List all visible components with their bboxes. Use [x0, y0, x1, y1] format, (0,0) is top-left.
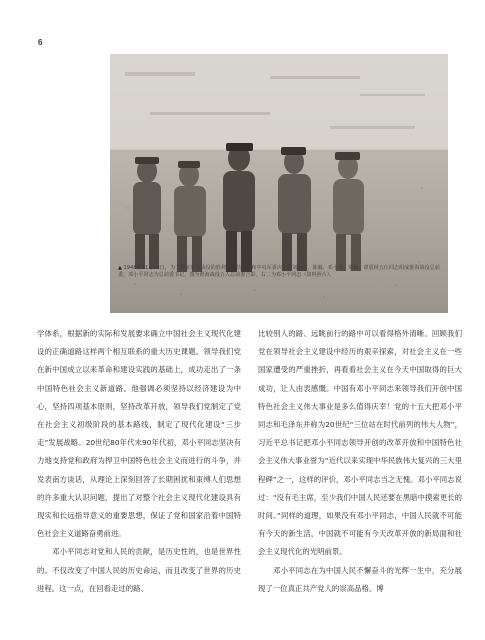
- right-column: [258, 325, 462, 598]
- page-number: 6: [38, 38, 43, 47]
- caption-marker: ▲: [118, 265, 122, 271]
- right-paragraph-2: 邓小平同志在为中国人民不懈奋斗的光辉一生中，充分展现了一位真正共产党人的崇高品格。博: [258, 565, 462, 593]
- caption-text: 1948年11月16日，为了保证淮海战役的胜利，中共中央和中央军委决定由刘伯承、陈毅、邓小平、粟裕、谭震林五位同志组成淮海战役总前委，邓小平同志为总前委书记。图为淮海战役五人总前委合影，右二为邓小平同志（资料照片）。: [118, 265, 440, 279]
- photo-caption: [118, 265, 444, 279]
- left-paragraph-1: 学体系，根据新的实际和发展要求确立中国社会主义现代化建设的正确道路这样两个相互联系的重大历史课题。领导我们党在新中国成立以来革命和建设实践的基础上，成功走出了一条中国特色社会主义新道路。他强调必须坚持以经济建设为中心，坚持四项基本原则，坚持改革开放，领导我们党制定了党在社会主义初级阶段的基本路线，制定了现代化建设“三步走”发展战略。20世纪80年代末90年代初，邓小平同志坚决有力地支持党和政府为捍卫中国特色社会主义而进行的斗争，并发表南方谈话，从理论上深刻回答了长期困扰和束缚人们思想的许多重大认识问题，提出了对整个社会主义现代化建设具有现实和长远指导意义的重要思想，保证了党和国家沿着中国特色社会主义道路奋勇前进。: [37, 329, 241, 539]
- left-column: [37, 325, 241, 598]
- left-paragraph-2: 邓小平同志对党和人民的贡献，是历史性的，也是世界性的。不仅改变了中国人民的历史命运，而且改变了世界的历史进程。这一点，在回看走过的路、: [37, 547, 241, 593]
- right-paragraph-1: 比较别人的路、远眺前行的路中可以看得格外清晰。回顾我们党在领导社会主义建设中经历的艰辛探索，对社会主义在一些国家遭受的严重挫折，再看看社会主义在今天中国取得的巨大成功，让人由衷感慨。中国有邓小平同志来领导我们开创中国特色社会主义伟大事业是多么值得庆幸！党的十五大把邓小平同志和毛泽东并称为20世纪“三位站在时代前列的伟大人物”，习近平总书记把邓小平同志领导开创的改革开放和中国特色社会主义伟大事业誉为“近代以来实现中华民族伟大复兴的三大里程碑”之一，这样的评价，邓小平同志当之无愧。邓小平同志说过：“没有毛主席，至少我们中国人民还要在黑暗中摸索更长的时间。”同样的道理，如果没有邓小平同志，中国人民就不可能有今天的新生活，中国就不可能有今天改革开放的新局面和社会主义现代化的光明前景。: [258, 329, 462, 557]
